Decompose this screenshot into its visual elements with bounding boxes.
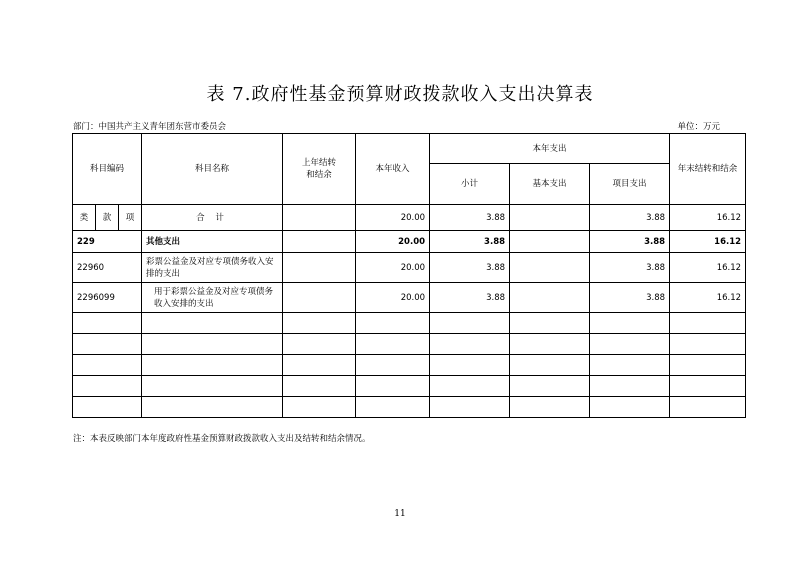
- budget-table: [72, 133, 746, 418]
- row-current-income: 20.00: [356, 253, 430, 283]
- total-label: 合 计: [142, 205, 283, 231]
- row-subtotal: 3.88: [430, 283, 510, 313]
- row-name: 彩票公益金及对应专项债务收入安排的支出: [142, 253, 283, 283]
- row-year-end-balance: 16.12: [670, 231, 746, 253]
- empty-row: [73, 397, 746, 418]
- table-row: [73, 253, 746, 283]
- header-prev-balance: 上年结转 和结余: [283, 134, 356, 205]
- empty-row: [73, 313, 746, 334]
- header-subtotal: 小计: [430, 164, 510, 205]
- header-year-end-balance: 年末结转和结余: [670, 134, 746, 205]
- total-prev-balance: [283, 205, 356, 231]
- header-current-expense: 本年支出: [430, 134, 670, 164]
- page-title: 表 7.政府性基金预算财政拨款收入支出决算表: [206, 84, 594, 105]
- header-current-income: 本年收入: [356, 134, 430, 205]
- table-row: [73, 283, 746, 313]
- total-project-expense: 3.88: [590, 205, 670, 231]
- row-prev-balance: [283, 253, 356, 283]
- row-prev-balance: [283, 283, 356, 313]
- header-subject-code: 科目编码: [73, 134, 142, 205]
- row-code: 229: [73, 231, 142, 253]
- total-row: [73, 205, 746, 231]
- row-code: 22960: [73, 253, 142, 283]
- department-label: 部门：中国共产主义青年团东营市委员会: [73, 122, 227, 132]
- row-basic-expense: [510, 283, 590, 313]
- row-project-expense: 3.88: [590, 253, 670, 283]
- total-current-income: 20.00: [356, 205, 430, 231]
- empty-row: [73, 334, 746, 355]
- row-current-income: 20.00: [356, 231, 430, 253]
- row-project-expense: 3.88: [590, 231, 670, 253]
- row-name: 用于彩票公益金及对应专项债务收入安排的支出: [142, 283, 283, 313]
- header-project-expense: 项目支出: [590, 164, 670, 205]
- unit-label: 单位：万元: [677, 122, 720, 132]
- row-year-end-balance: 16.12: [670, 283, 746, 313]
- row-subtotal: 3.88: [430, 231, 510, 253]
- total-year-end-balance: 16.12: [670, 205, 746, 231]
- row-name: 其他支出: [142, 231, 283, 253]
- total-basic-expense: [510, 205, 590, 231]
- page-number: 11: [394, 509, 406, 519]
- row-basic-expense: [510, 253, 590, 283]
- header-subject-name: 科目名称: [142, 134, 283, 205]
- header-section: 款: [96, 205, 119, 231]
- empty-row: [73, 376, 746, 397]
- table-note: 注：本表反映部门本年度政府性基金预算财政拨款收入支出及结转和结余情况。: [73, 434, 371, 444]
- row-code: 2296099: [73, 283, 142, 313]
- row-prev-balance: [283, 231, 356, 253]
- empty-row: [73, 355, 746, 376]
- total-subtotal: 3.88: [430, 205, 510, 231]
- row-basic-expense: [510, 231, 590, 253]
- header-basic-expense: 基本支出: [510, 164, 590, 205]
- row-year-end-balance: 16.12: [670, 253, 746, 283]
- row-current-income: 20.00: [356, 283, 430, 313]
- header-class: 类: [73, 205, 96, 231]
- row-subtotal: 3.88: [430, 253, 510, 283]
- header-item: 项: [119, 205, 142, 231]
- table-row: [73, 231, 746, 253]
- row-project-expense: 3.88: [590, 283, 670, 313]
